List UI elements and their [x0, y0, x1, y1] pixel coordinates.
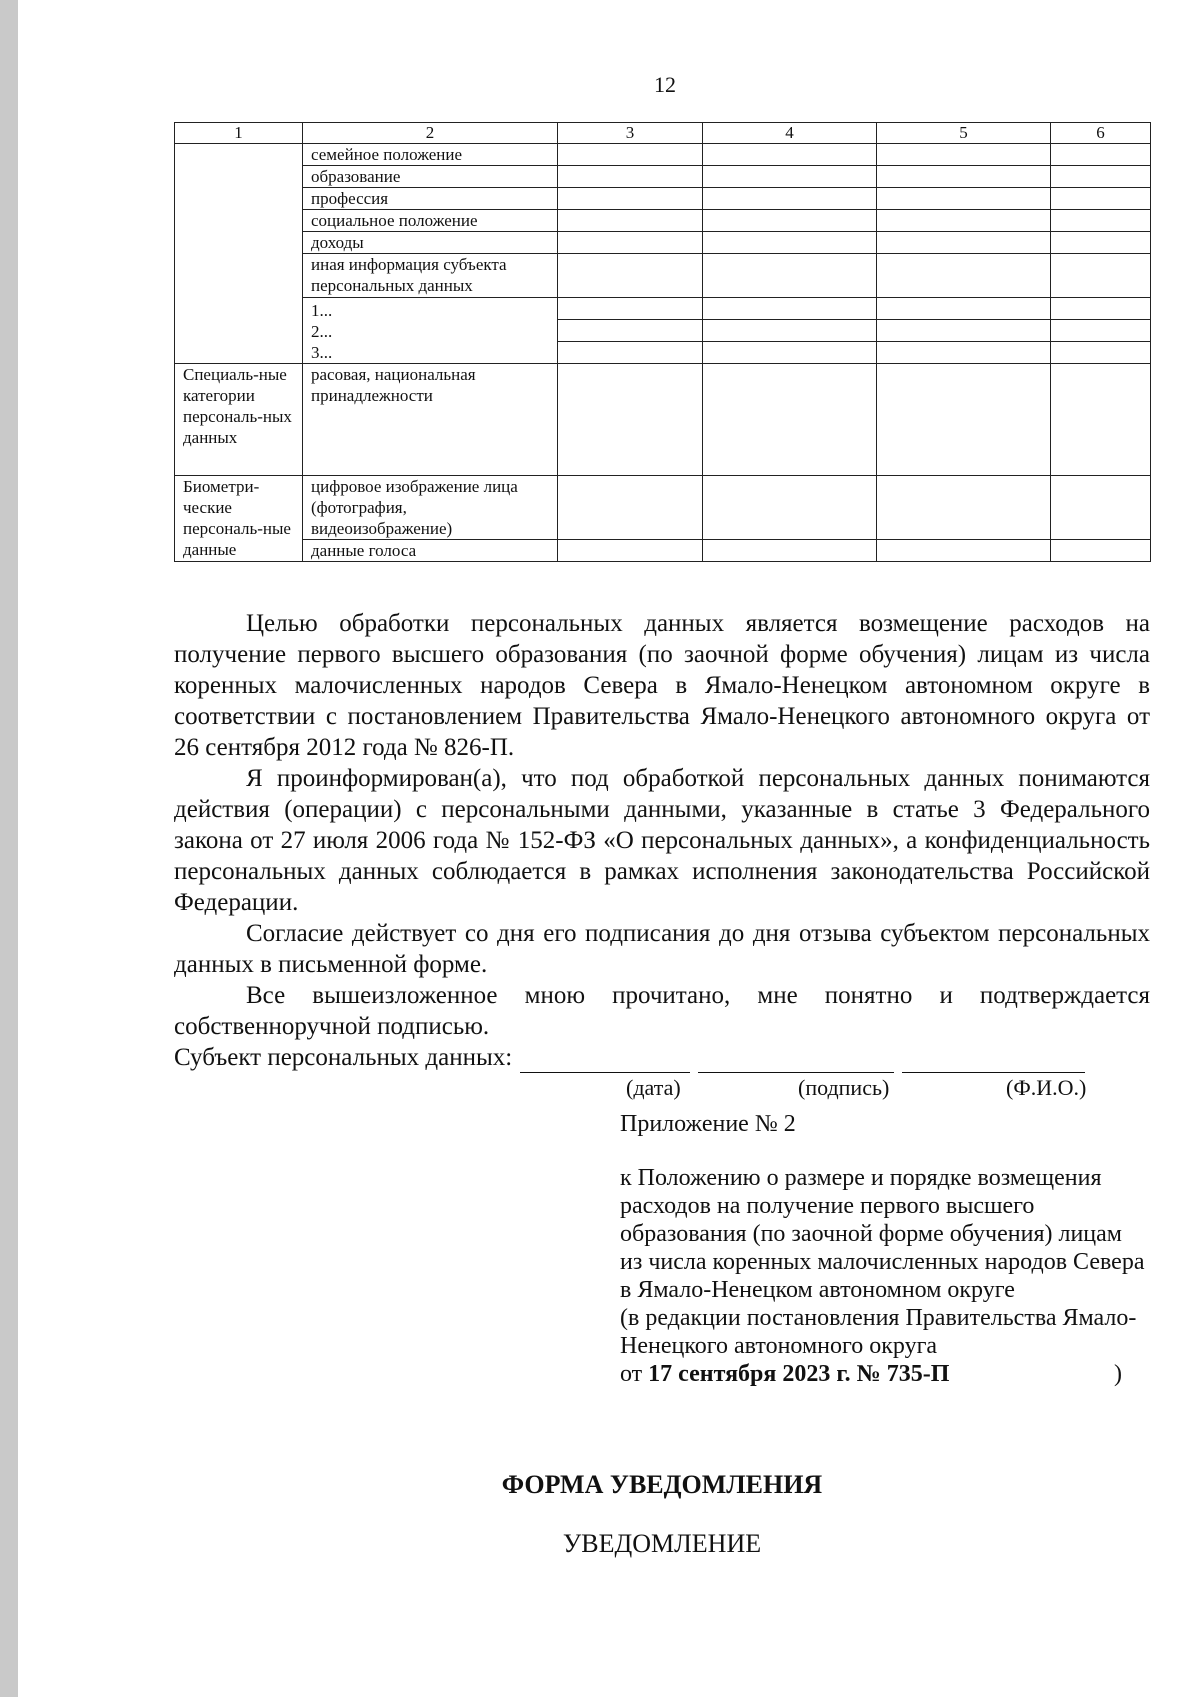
item-cell: социальное положение	[303, 210, 558, 232]
appendix-title: Приложение № 2	[620, 1111, 796, 1137]
table-header-row	[175, 123, 1151, 144]
appendix-date-line	[620, 1360, 1150, 1388]
table-row	[175, 540, 1151, 562]
table-row-biometric	[175, 476, 1151, 540]
table-row	[175, 232, 1151, 254]
numbered-item: 2...	[311, 322, 333, 341]
col-header-1: 1	[175, 123, 303, 144]
date-blank	[520, 1046, 690, 1073]
caption-fio: (Ф.И.О.)	[1006, 1075, 1087, 1100]
appendix-text: к Положению о размере и порядке возмещения расходов на получение первого высшего образования (по заочной форме обучения) лицам из числа коренных малочисленных народов Севера в Ямало-Ненецком автономном округе	[620, 1165, 1145, 1303]
numbered-item: 3...	[311, 343, 333, 362]
item-cell: иная информация субъекта персональных данных	[303, 254, 558, 298]
table-row-special	[175, 364, 1151, 476]
paragraph-purpose: Целью обработки персональных данных является возмещение расходов на получение первого высшего образования (по заочной форме обучения) лицам из числа коренных малочисленных народов Севера в Ямало-Ненецком автономном округе в соответствии с постановлением Правительства Ямало-Ненецкого автономного округа от 26 сентября 2012 года № 826-П.	[174, 610, 1150, 761]
page-number: 12	[654, 72, 676, 97]
caption-signature: (подпись)	[798, 1075, 890, 1100]
paragraph-informed: Я проинформирован(а), что под обработкой персональных данных понимаются действия (операции) с персональными данными, указанные в статье 3 Федерального закона от 27 июля 2006 года № 152-ФЗ «О персональных данных», а конфиденциальность персональных данных соблюдается в рамках исполнения законодательства Российской Федерации.	[174, 765, 1150, 916]
biometric-category-cell: Биометри-ческие персональ-ные данные	[175, 476, 303, 562]
table-row	[175, 298, 1151, 320]
table-row	[175, 188, 1151, 210]
numbered-item: 1...	[311, 301, 333, 320]
numbered-items-cell	[303, 298, 558, 364]
fio-blank	[902, 1046, 1085, 1073]
item-cell: профессия	[303, 188, 558, 210]
item-cell: расовая, национальная принадлежности	[303, 364, 558, 476]
special-category-cell: Специаль-ные категории персональ-ных данных	[175, 364, 303, 476]
item-cell: семейное положение	[303, 144, 558, 166]
close-paren: )	[1114, 1361, 1122, 1387]
caption-date: (дата)	[626, 1075, 681, 1100]
notice-title: УВЕДОМЛЕНИЕ	[562, 1529, 762, 1558]
item-cell: данные голоса	[303, 540, 558, 562]
item-cell: образование	[303, 166, 558, 188]
scan-edge-strip	[0, 0, 18, 1697]
item-cell: цифровое изображение лица (фотография, видеоизображение)	[303, 476, 558, 540]
appendix-revision: (в редакции постановления Правительства Ямало-Ненецкого автономного округа	[620, 1305, 1137, 1359]
col-header-6: 6	[1051, 123, 1151, 144]
col-header-5: 5	[877, 123, 1051, 144]
col-header-2: 2	[303, 123, 558, 144]
col-header-4: 4	[703, 123, 877, 144]
table-row	[175, 210, 1151, 232]
signature-line	[174, 1042, 1150, 1073]
table-row	[175, 166, 1151, 188]
table-row	[175, 144, 1151, 166]
subject-label: Субъект персональных данных:	[174, 1044, 513, 1071]
date-prefix: от	[620, 1361, 643, 1387]
date-value: 17 сентября 2023 г. № 735-П	[648, 1361, 950, 1387]
paragraph-validity: Согласие действует со дня его подписания до дня отзыва субъектом персональных данных в письменной форме.	[174, 920, 1150, 978]
col-header-3: 3	[558, 123, 703, 144]
appendix-block	[620, 1110, 1150, 1388]
paragraph-confirmation: Все вышеизложенное мною прочитано, мне понятно и подтверждается собственноручной подписью.	[174, 982, 1150, 1040]
item-cell: доходы	[303, 232, 558, 254]
consent-text	[174, 608, 1150, 1103]
form-title: ФОРМА УВЕДОМЛЕНИЯ	[501, 1470, 823, 1499]
table-row	[175, 254, 1151, 298]
personal-data-table	[174, 122, 1151, 562]
signature-captions	[174, 1073, 1150, 1103]
signature-blank	[698, 1046, 894, 1073]
category-cell-empty	[175, 144, 303, 364]
